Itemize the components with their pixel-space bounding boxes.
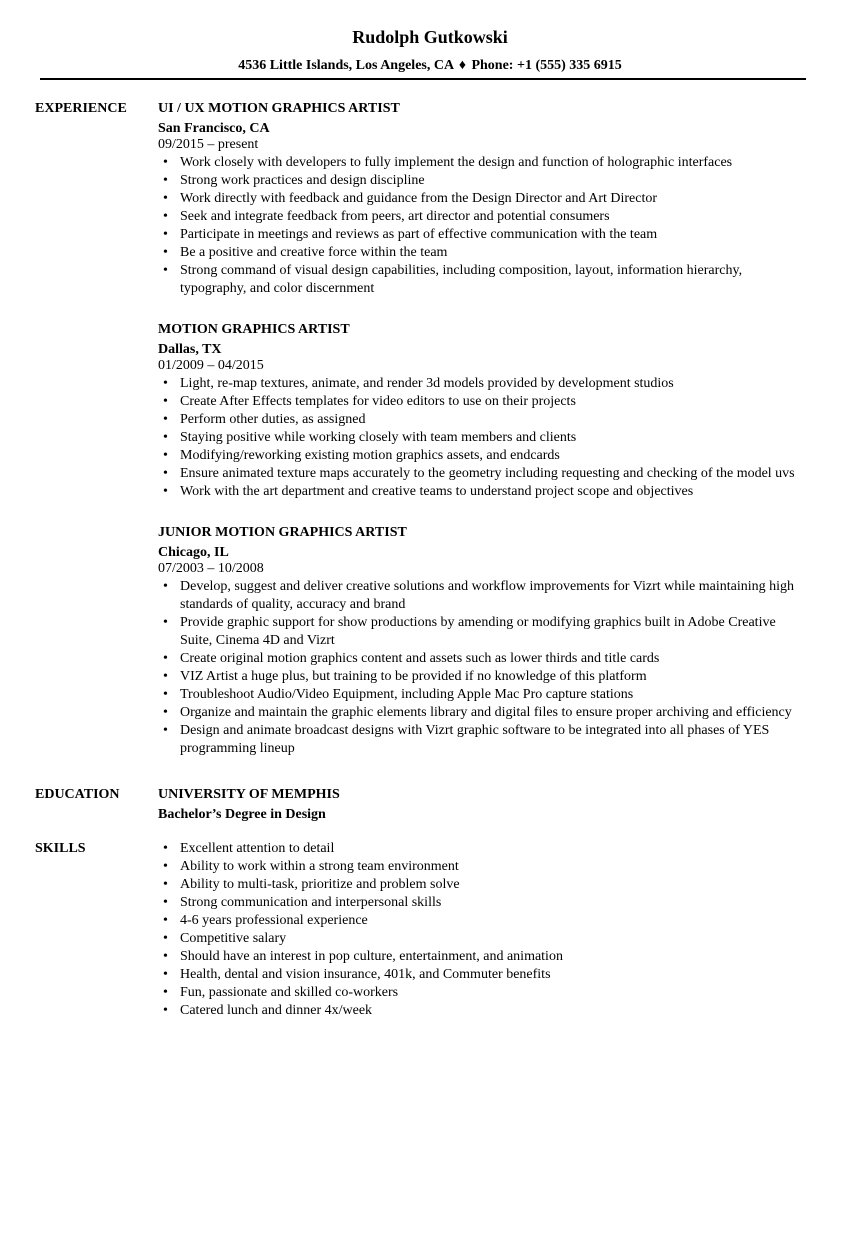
contact-line (0, 57, 860, 75)
bullet-icon: • (163, 376, 168, 391)
bullet-text: Be a positive and creative force within the team (180, 245, 448, 260)
list-item (158, 840, 808, 858)
job-title: JUNIOR MOTION GRAPHICS ARTIST (158, 525, 407, 540)
bullet-text: Health, dental and vision insurance, 401k, and Commuter benefits (180, 967, 551, 982)
bullet-text: Strong communication and interpersonal skills (180, 895, 442, 910)
education-section (0, 786, 860, 824)
bullet-text: Create original motion graphics content and assets such as lower thirds and title cards (180, 651, 660, 666)
section-heading-experience: EXPERIENCE (35, 101, 127, 116)
list-item (158, 722, 808, 758)
list-item (158, 984, 808, 1002)
bullet-icon: • (163, 191, 168, 206)
bullet-text: Staying positive while working closely with team members and clients (180, 430, 577, 445)
bullet-icon: • (163, 841, 168, 856)
experience-list (158, 100, 808, 758)
bullet-text: Excellent attention to detail (180, 841, 335, 856)
list-item (158, 154, 808, 172)
list-item (158, 226, 808, 244)
skills-section (0, 840, 860, 1020)
job-entry (158, 100, 808, 298)
bullet-text: Participate in meetings and reviews as part of effective communication with the team (180, 227, 658, 242)
list-item (158, 1002, 808, 1020)
list-item (158, 894, 808, 912)
bullet-text: Perform other duties, as assigned (180, 412, 366, 427)
bullet-icon: • (163, 669, 168, 684)
bullet-text: Ability to work within a strong team environment (180, 859, 459, 874)
candidate-name: Rudolph Gutkowski (352, 27, 508, 47)
job-title: UI / UX MOTION GRAPHICS ARTIST (158, 101, 400, 116)
bullet-icon: • (163, 209, 168, 224)
job-bullets (158, 375, 808, 501)
bullet-icon: • (163, 484, 168, 499)
list-item (158, 858, 808, 876)
skills-list (158, 840, 808, 1020)
list-item (158, 447, 808, 465)
separator-icon: ♦ (458, 58, 466, 73)
bullet-text: Light, re-map textures, animate, and render 3d models provided by development studios (180, 376, 674, 391)
bullet-text: Ensure animated texture maps accurately to the geometry including requesting and checking of the model uvs (180, 466, 795, 481)
list-item (158, 208, 808, 226)
job-dates: 01/2009 – 04/2015 (158, 358, 264, 373)
list-item (158, 930, 808, 948)
bullet-icon: • (163, 579, 168, 594)
bullet-icon: • (163, 245, 168, 260)
bullet-icon: • (163, 877, 168, 892)
bullet-text: Work with the art department and creative teams to understand project scope and objectives (180, 484, 694, 499)
list-item (158, 704, 808, 722)
bullet-icon: • (163, 173, 168, 188)
degree: Bachelor’s Degree in Design (158, 807, 326, 822)
experience-section (0, 100, 860, 758)
bullet-icon: • (163, 687, 168, 702)
list-item (158, 948, 808, 966)
job-dates: 07/2003 – 10/2008 (158, 561, 264, 576)
bullet-icon: • (163, 705, 168, 720)
bullet-icon: • (163, 263, 168, 278)
list-item (158, 190, 808, 208)
job-entry (158, 524, 808, 758)
job-bullets (158, 578, 808, 758)
job-location: San Francisco, CA (158, 121, 270, 136)
section-heading-education: EDUCATION (35, 787, 120, 802)
bullet-text: Provide graphic support for show productions by amending or modifying graphics built in Adobe Creative Suite, Cinema 4D and Vizrt (180, 615, 776, 648)
list-item (158, 244, 808, 262)
list-item (158, 578, 808, 614)
bullet-text: Design and animate broadcast designs with Vizrt graphic software to be integrated into all phases of YES programming lineup (180, 723, 770, 756)
bullet-text: Competitive salary (180, 931, 287, 946)
bullet-icon: • (163, 466, 168, 481)
bullet-text: Seek and integrate feedback from peers, art director and potential consumers (180, 209, 610, 224)
bullet-text: Strong work practices and design discipline (180, 173, 425, 188)
bullet-text: Troubleshoot Audio/Video Equipment, including Apple Mac Pro capture stations (180, 687, 634, 702)
list-item (158, 912, 808, 930)
bullet-text: Work directly with feedback and guidance from the Design Director and Art Director (180, 191, 658, 206)
bullet-text: Should have an interest in pop culture, entertainment, and animation (180, 949, 563, 964)
bullet-icon: • (163, 651, 168, 666)
bullet-icon: • (163, 895, 168, 910)
bullet-text: Create After Effects templates for video editors to use on their projects (180, 394, 576, 409)
header-divider (40, 78, 806, 80)
list-item (158, 429, 808, 447)
bullet-icon: • (163, 394, 168, 409)
job-entry (158, 321, 808, 501)
bullet-text: Strong command of visual design capabilities, including composition, layout, information hierarchy, typography, and color discernment (180, 263, 743, 296)
school-name: UNIVERSITY OF MEMPHIS (158, 787, 340, 802)
list-item (158, 650, 808, 668)
bullet-text: VIZ Artist a huge plus, but training to be provided if no knowledge of this platform (180, 669, 647, 684)
bullet-icon: • (163, 615, 168, 630)
list-item (158, 172, 808, 190)
list-item (158, 686, 808, 704)
list-item (158, 465, 808, 483)
resume-header (0, 0, 860, 75)
bullet-icon: • (163, 227, 168, 242)
bullet-icon: • (163, 859, 168, 874)
bullet-icon: • (163, 155, 168, 170)
education-entry (158, 786, 808, 824)
list-item (158, 393, 808, 411)
bullet-icon: • (163, 985, 168, 1000)
list-item (158, 483, 808, 501)
list-item (158, 668, 808, 686)
bullet-text: Develop, suggest and deliver creative solutions and workflow improvements for Vizrt while maintaining high standards of quality, accuracy and brand (180, 579, 794, 612)
bullet-text: Modifying/reworking existing motion graphics assets, and endcards (180, 448, 560, 463)
list-item (158, 262, 808, 298)
list-item (158, 966, 808, 984)
bullet-icon: • (163, 430, 168, 445)
bullet-icon: • (163, 949, 168, 964)
bullet-icon: • (163, 1003, 168, 1018)
job-location: Chicago, IL (158, 545, 229, 560)
list-item (158, 411, 808, 429)
list-item (158, 876, 808, 894)
section-heading-skills: SKILLS (35, 841, 86, 856)
bullet-icon: • (163, 448, 168, 463)
bullet-icon: • (163, 913, 168, 928)
address: 4536 Little Islands, Los Angeles, CA (238, 58, 454, 73)
list-item (158, 614, 808, 650)
job-title: MOTION GRAPHICS ARTIST (158, 322, 350, 337)
phone: Phone: +1 (555) 335 6915 (471, 58, 622, 73)
bullet-text: 4-6 years professional experience (180, 913, 368, 928)
bullet-icon: • (163, 412, 168, 427)
bullet-icon: • (163, 723, 168, 738)
bullet-icon: • (163, 931, 168, 946)
skills-bullets (158, 840, 808, 1020)
bullet-text: Organize and maintain the graphic elements library and digital files to ensure proper archiving and efficiency (180, 705, 792, 720)
bullet-text: Fun, passionate and skilled co-workers (180, 985, 399, 1000)
bullet-text: Ability to multi-task, prioritize and problem solve (180, 877, 460, 892)
bullet-text: Catered lunch and dinner 4x/week (180, 1003, 373, 1018)
bullet-icon: • (163, 967, 168, 982)
bullet-text: Work closely with developers to fully implement the design and function of holographic interfaces (180, 155, 733, 170)
job-bullets (158, 154, 808, 298)
list-item (158, 375, 808, 393)
job-location: Dallas, TX (158, 342, 222, 357)
job-dates: 09/2015 – present (158, 137, 259, 152)
